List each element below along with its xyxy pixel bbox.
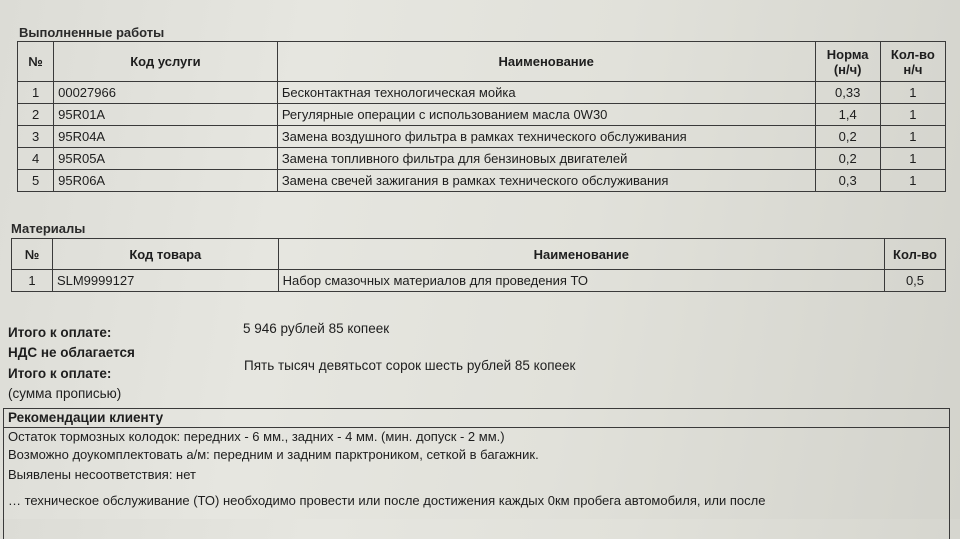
service-qty: 1 <box>880 126 945 148</box>
total-label: Итого к оплате: <box>8 325 112 340</box>
service-norm: 0,2 <box>815 148 880 170</box>
works-col-number: № <box>18 42 54 82</box>
service-name: Бесконтактная технологическая мойка <box>277 82 815 104</box>
service-name: Замена топливного фильтра для бензиновых двигателей <box>277 148 815 170</box>
product-name: Набор смазочных материалов для проведения ТО <box>278 270 884 292</box>
works-col-qty <box>880 42 945 82</box>
amount-in-words-note: (сумма прописью) <box>8 386 122 401</box>
service-code: 95R01A <box>54 104 278 126</box>
works-table <box>17 41 946 192</box>
vat-label: НДС не облагается <box>8 345 135 360</box>
materials-table <box>11 238 946 292</box>
table-row <box>18 104 946 126</box>
works-col-code: Код услуги <box>54 42 278 82</box>
service-norm: 1,4 <box>815 104 880 126</box>
service-qty: 1 <box>880 170 945 192</box>
service-qty: 1 <box>880 148 945 170</box>
recommendation-line: Остаток тормозных колодок: передних - 6 мм., задних - 4 мм. (мин. допуск - 2 мм.) <box>8 429 505 444</box>
service-norm: 0,2 <box>815 126 880 148</box>
recommendations-title: Рекомендации клиенту <box>4 409 949 428</box>
recommendation-line: Возможно доукомплектовать а/м: передним и задним парктроником, сеткой в багажник. <box>8 447 539 462</box>
service-qty: 1 <box>880 82 945 104</box>
row-number: 4 <box>18 148 54 170</box>
materials-col-number: № <box>12 239 53 270</box>
works-col-name: Наименование <box>277 42 815 82</box>
table-row <box>12 270 946 292</box>
table-row <box>18 170 946 192</box>
service-code: 00027966 <box>54 82 278 104</box>
total-words-label: Итого к оплате: <box>8 366 112 381</box>
works-col-qty-label: Кол-во н/ч <box>890 46 935 77</box>
row-number: 2 <box>18 104 54 126</box>
service-code: 95R04A <box>54 126 278 148</box>
total-words-value: Пять тысяч девятьсот сорок шесть рублей 85 копеек <box>244 358 576 373</box>
product-code: SLM9999127 <box>52 270 278 292</box>
materials-header-row <box>12 239 946 270</box>
table-row <box>18 82 946 104</box>
materials-col-code: Код товара <box>52 239 278 270</box>
total-value: 5 946 рублей 85 копеек <box>243 321 390 336</box>
row-number: 1 <box>18 82 54 104</box>
product-qty: 0,5 <box>885 270 946 292</box>
works-col-norm-label: Норма (н/ч) <box>826 46 869 77</box>
recommendation-line: … техническое обслуживание (ТО) необходимо провести или после достижения каждых 0км пробега автомобиля, или после <box>8 493 766 508</box>
recommendations-box <box>3 408 950 539</box>
row-number: 5 <box>18 170 54 192</box>
service-name: Замена воздушного фильтра в рамках технического обслуживания <box>277 126 815 148</box>
works-section-title: Выполненные работы <box>19 25 165 40</box>
service-name: Регулярные операции с использованием масла 0W30 <box>277 104 815 126</box>
table-row <box>18 148 946 170</box>
recommendation-line: Выявлены несоответствия: нет <box>8 467 196 482</box>
service-qty: 1 <box>880 104 945 126</box>
service-code: 95R05A <box>54 148 278 170</box>
table-row <box>18 126 946 148</box>
materials-col-qty: Кол-во <box>885 239 946 270</box>
row-number: 1 <box>12 270 53 292</box>
service-norm: 0,3 <box>815 170 880 192</box>
service-name: Замена свечей зажигания в рамках технического обслуживания <box>277 170 815 192</box>
materials-col-name: Наименование <box>278 239 884 270</box>
service-norm: 0,33 <box>815 82 880 104</box>
row-number: 3 <box>18 126 54 148</box>
works-col-norm <box>815 42 880 82</box>
materials-section-title: Материалы <box>11 221 86 236</box>
service-code: 95R06A <box>54 170 278 192</box>
works-header-row <box>18 42 946 82</box>
